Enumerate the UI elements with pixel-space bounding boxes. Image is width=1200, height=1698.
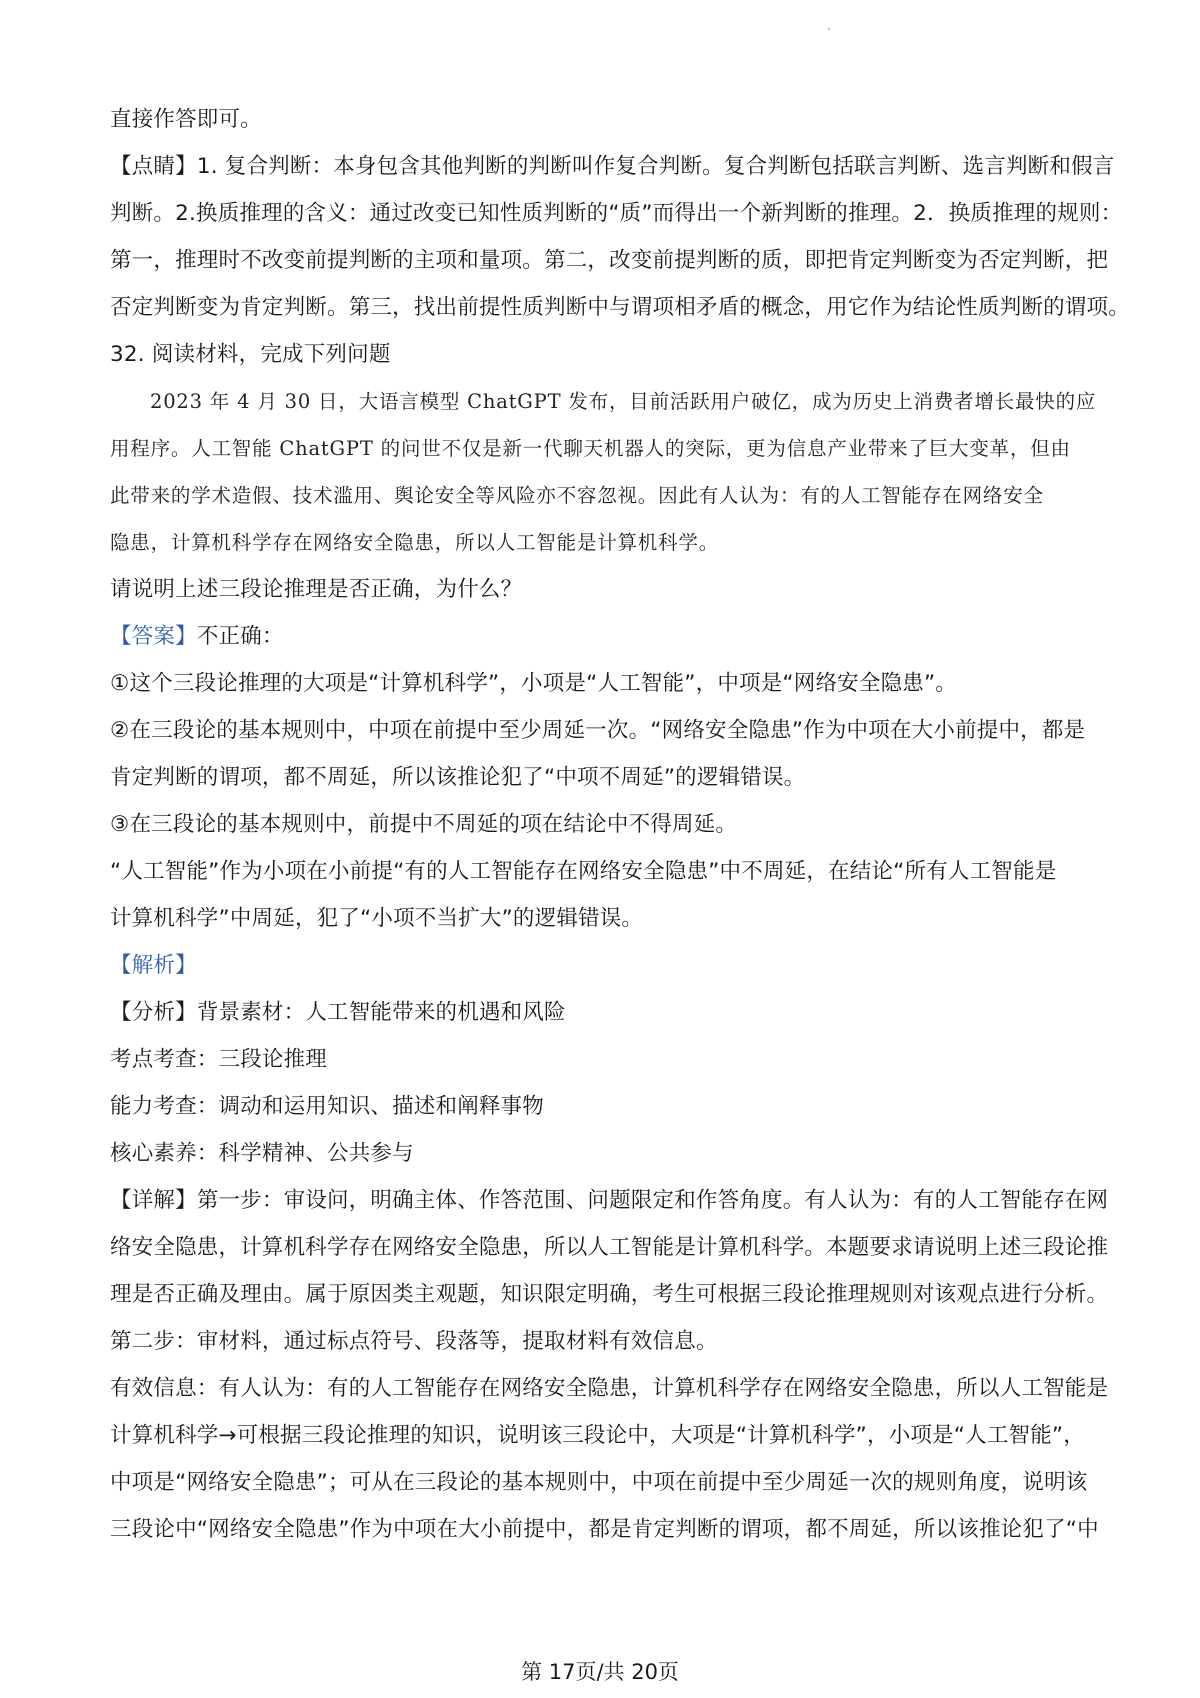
text-span: 1. 复合判断：本身包含其他判断的判断叫作复合判断。复合判断包括联言判断、选言判断和假言 — [196, 154, 1115, 179]
answer-tag: 【答案】 — [110, 624, 197, 649]
analysis-paragraph — [110, 989, 1110, 1036]
text-line: 计算机科学→可根据三段论推理的知识，说明该三段论中，大项是“计算机科学”，小项是“人工智能”， — [110, 1423, 1085, 1448]
text-line: “人工智能”作为小项在小前提“有的人工智能存在网络安全隐患”中不周延，在结论“所有人工智能是 — [110, 859, 1057, 884]
material-line: 隐患，计算机科学存在网络安全隐患，所以人工智能是计算机科学。 — [110, 531, 720, 554]
question-title: 32. 阅读材料，完成下列问题 — [110, 342, 391, 367]
detail-paragraph — [110, 1177, 1110, 1224]
reading-material — [110, 378, 1110, 566]
analysis-heading — [110, 942, 1110, 989]
question-prompt: 请说明上述三段论推理是否正确，为什么？ — [110, 577, 523, 602]
text-line: 考点考查：三段论推理 — [110, 1047, 328, 1072]
detail-tag: 【详解】 — [110, 1188, 197, 1213]
text-line: 第二步：审材料，通过标点符号、段落等，提取材料有效信息。 — [110, 1329, 718, 1354]
text-line: ③在三段论的基本规则中，前提中不周延的项在结论中不得周延。 — [110, 812, 738, 837]
text-line: 能力考查：调动和运用知识、描述和阐释事物 — [110, 1094, 545, 1119]
text-line: 理是否正确及理由。属于原因类主观题，知识限定明确，考生可根据三段论推理规则对该观点进行分析。 — [110, 1282, 1109, 1307]
scan-speck — [828, 28, 830, 30]
text-line: 第一，推理时不改变前提判断的主项和量项。第二，改变前提判断的质，即把肯定判断变为否定判断，把 — [110, 248, 1109, 273]
text-line: 有效信息：有人认为：有的人工智能存在网络安全隐患，计算机科学存在网络安全隐患，所以人工智能是 — [110, 1376, 1109, 1401]
text-line: ②在三段论的基本规则中，中项在前提中至少周延一次。“网络安全隐患”作为中项在大小前提中，都是 — [110, 718, 1086, 743]
text-line: ①这个三段论推理的大项是“计算机科学”，小项是“人工智能”，中项是“网络安全隐患”。 — [110, 671, 958, 696]
answer-paragraph — [110, 613, 1110, 660]
material-line: 用程序。人工智能 ChatGPT 的问世不仅是新一代聊天机器人的突际，更为信息产业带来了巨大变革，但由 — [110, 437, 1071, 460]
text-line: 核心素养：科学精神、公共参与 — [110, 1141, 414, 1166]
analysis-sub-tag: 【分析】 — [110, 1000, 197, 1025]
text-line: 计算机科学”中周延，犯了“小项不当扩大”的逻辑错误。 — [110, 906, 644, 931]
tip-tag: 【点睛】 — [110, 154, 197, 179]
text-line: 判断。2.换质推理的含义：通过改变已知性质判断的“质”而得出一个新判断的推理。2．换质推理的规则： — [110, 201, 1123, 226]
text-span: 不正确： — [196, 624, 284, 649]
material-line: 2023 年 4 月 30 日，大语言模型 ChatGPT 发布，目前活跃用户破亿，成为历史上消费者增长最快的应 — [150, 390, 1097, 413]
text-span: 背景素材：人工智能带来的机遇和风险 — [196, 1000, 566, 1025]
text-line: 中项是“网络安全隐患”；可从在三段论的基本规则中，中项在前提中至少周延一次的规则角度，说明该 — [110, 1470, 1088, 1495]
text-line: 络安全隐患，计算机科学存在网络安全隐患，所以人工智能是计算机科学。本题要求请说明上述三段论推 — [110, 1235, 1109, 1260]
text-span: 第一步：审设问，明确主体、作答范围、问题限定和作答角度。有人认为：有的人工智能存在网 — [196, 1188, 1109, 1213]
document-body — [110, 96, 1130, 1553]
material-line: 此带来的学术造假、技术滥用、舆论安全等风险亦不容忽视。因此有人认为：有的人工智能存在网络安全 — [110, 484, 1044, 507]
analysis-tag: 【解析】 — [110, 953, 197, 978]
text-line: 三段论中“网络安全隐患”作为中项在大小前提中，都是肯定判断的谓项，都不周延，所以该推论犯了“中 — [110, 1517, 1099, 1542]
page-number: 第 17页/共 20页 — [521, 1660, 679, 1684]
text-line: 否定判断变为肯定判断。第三，找出前提性质判断中与谓项相矛盾的概念，用它作为结论性质判断的谓项。 — [110, 295, 1130, 320]
text-line: 肯定判断的谓项，都不周延，所以该推论犯了“中项不周延”的逻辑错误。 — [110, 765, 806, 790]
tip-paragraph — [110, 143, 1115, 190]
text-line: 直接作答即可。 — [110, 107, 262, 132]
